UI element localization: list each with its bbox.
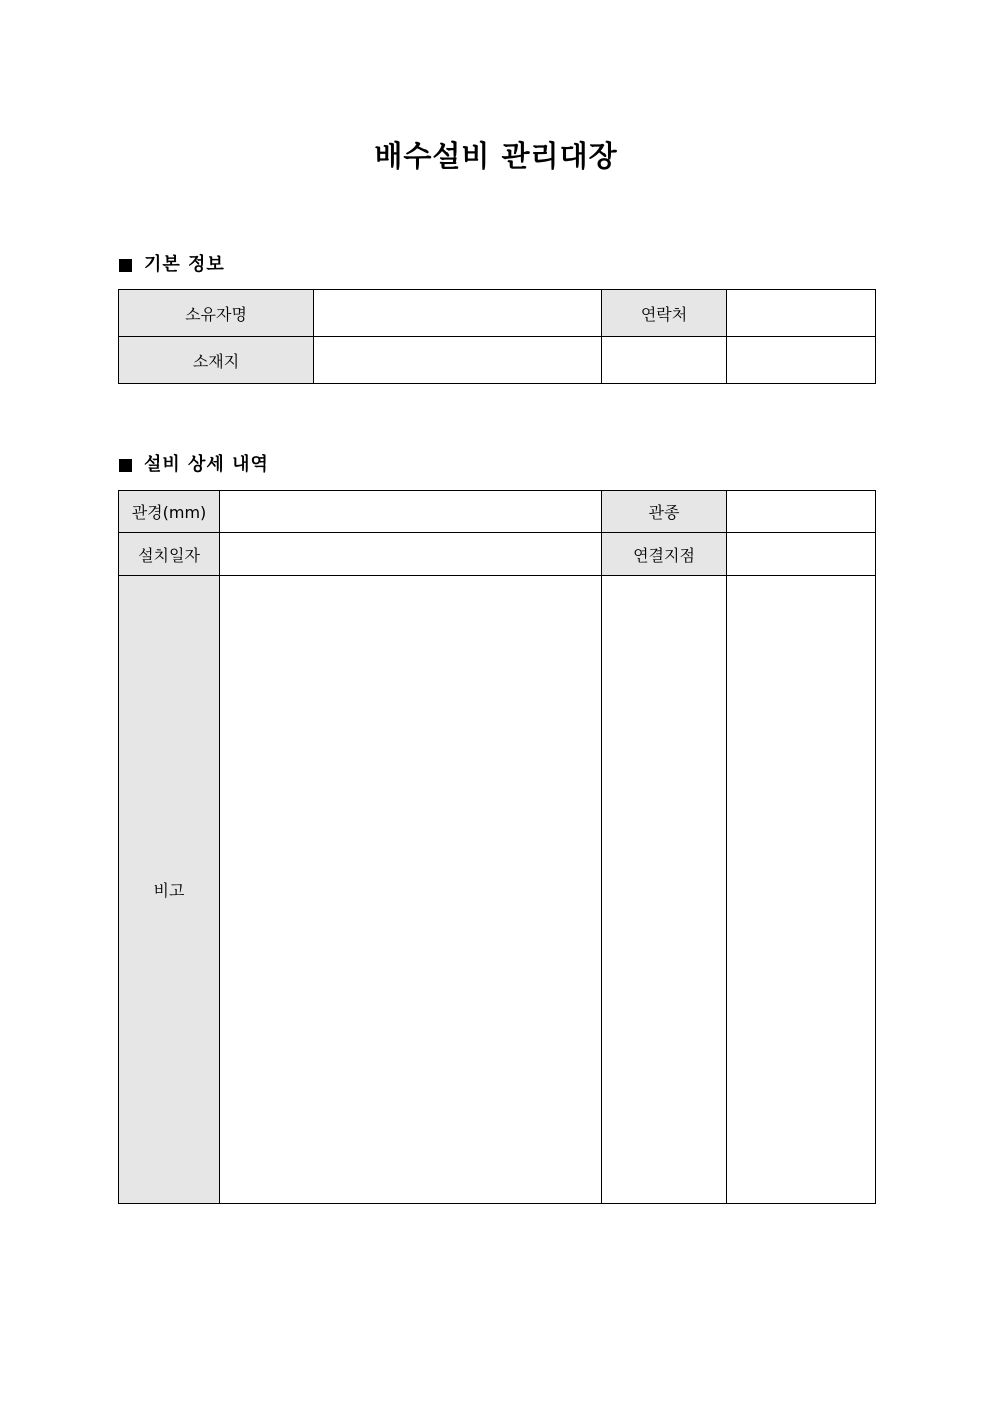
document-title: 배수설비 관리대장 [374,139,618,173]
install-date-label: 설치일자 [119,533,220,576]
pipe-type-field[interactable] [727,491,876,533]
location-label: 소재지 [119,337,314,384]
basic-info-heading-text: 기본 정보 [144,254,225,275]
owner-name-field[interactable] [314,290,602,337]
table-row [119,491,876,533]
facility-details-table [118,490,876,1204]
table-row [119,533,876,576]
remarks-field[interactable] [220,576,602,1204]
table-row [119,576,876,1204]
pipe-diameter-label: 관경(mm) [119,491,220,533]
install-date-field[interactable] [220,533,602,576]
facility-details-heading-text: 설비 상세 내역 [144,454,269,475]
basic-info-table [118,289,876,384]
blank-cell[interactable] [727,576,876,1204]
remarks-label: 비고 [119,576,220,1204]
blank-cell[interactable] [602,337,727,384]
square-bullet-icon [119,459,132,472]
owner-name-label: 소유자명 [119,290,314,337]
table-row [119,290,876,337]
contact-field[interactable] [727,290,876,337]
connection-point-label: 연결지점 [602,533,727,576]
pipe-type-label: 관종 [602,491,727,533]
facility-details-heading [119,453,269,477]
contact-label: 연락처 [602,290,727,337]
square-bullet-icon [119,259,132,272]
blank-cell[interactable] [602,576,727,1204]
table-row [119,337,876,384]
connection-point-field[interactable] [727,533,876,576]
basic-info-heading [119,253,225,277]
pipe-diameter-field[interactable] [220,491,602,533]
location-field[interactable] [314,337,602,384]
blank-cell[interactable] [727,337,876,384]
